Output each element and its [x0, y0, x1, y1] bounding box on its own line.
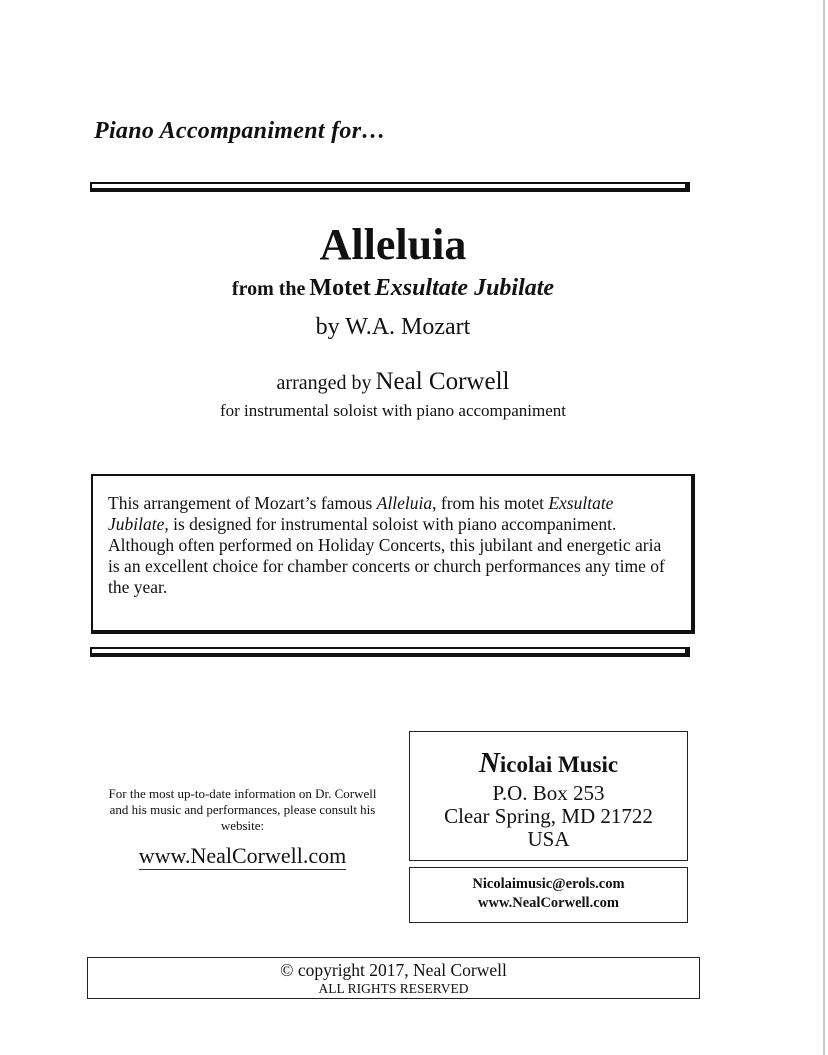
arranged-by-label: arranged by [276, 372, 372, 394]
publisher-name [410, 747, 687, 780]
description-text-1: This arrangement of Mozart’s famous [108, 493, 377, 513]
info-text: For the most up-to-date information on Dr. Corwell and his music and performances, please consult his website: [108, 786, 377, 833]
overline-heading: Piano Accompaniment for… [94, 118, 386, 144]
instrumentation-line: for instrumental soloist with piano accompaniment [219, 401, 567, 420]
description-italic-alleluia: Alleluia [376, 493, 433, 513]
contact-email[interactable]: Nicolaimusic@erols.com [472, 876, 625, 892]
piece-subtitle [0, 275, 786, 302]
website-line [100, 843, 385, 869]
copyright-line: © copyright 2017, Neal Corwell [280, 960, 507, 980]
publisher-name-rest: icolai Music [499, 752, 619, 777]
description-italic-motet: Exsultate Jubilate, [108, 493, 614, 534]
subtitle-work: Exsultate Jubilate [374, 275, 555, 301]
arranger-name: Neal Corwell [375, 368, 510, 395]
publisher-po-box: P.O. Box 253 [492, 781, 605, 805]
page-edge [823, 0, 825, 1055]
subtitle-from-the: from the [231, 278, 306, 300]
description-text-3: is designed for instrumental soloist with piano accompaniment. Although often performed on Holiday Concerts, this jubilant and energetic aria is an excellent choice for chamber concerts or church performances any time of the year. [108, 514, 665, 597]
publisher-city: Clear Spring, MD 21722 [444, 804, 653, 828]
publisher-box [409, 731, 688, 861]
arranger-line [0, 368, 786, 396]
publisher-country: USA [527, 827, 570, 851]
piece-title: Alleluia [319, 220, 467, 269]
publisher-initial: N [478, 747, 500, 779]
copyright-box [87, 957, 700, 999]
description-box [91, 474, 695, 634]
top-rule-bar [90, 182, 690, 192]
contact-box [409, 867, 688, 923]
subtitle-motet: Motet [309, 275, 371, 301]
description-text-2: , from his motet [432, 493, 549, 513]
contact-website[interactable]: www.NealCorwell.com [478, 895, 619, 911]
rights-reserved: ALL RIGHTS RESERVED [318, 981, 469, 996]
website-link[interactable]: www.NealCorwell.com [138, 843, 347, 868]
bottom-rule-bar [90, 647, 690, 657]
composer-line: by W.A. Mozart [315, 314, 471, 340]
